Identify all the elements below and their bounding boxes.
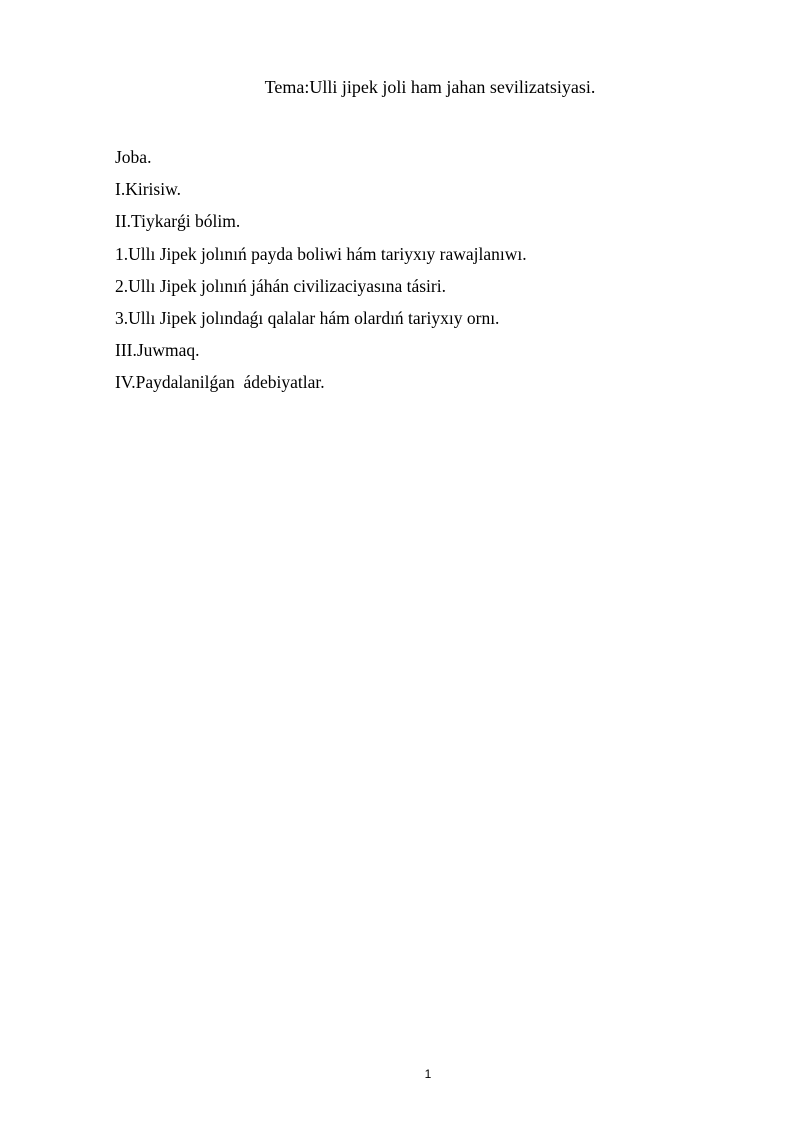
plan-item-references: IV.Paydalanilǵan ádebiyatlar. bbox=[115, 372, 325, 393]
plan-item-main-part: II.Tiykarǵi bólim. bbox=[115, 211, 241, 232]
plan-list bbox=[115, 141, 527, 399]
plan-item-introduction: I.Kirisiw. bbox=[115, 179, 181, 200]
plan-item-conclusion: III.Juwmaq. bbox=[115, 340, 200, 361]
document-title: Tema:Ulli jipek joli ham jahan sevilizatsiyasi. bbox=[264, 77, 596, 97]
page-number: 1 bbox=[424, 1067, 432, 1081]
plan-heading: Joba. bbox=[115, 147, 152, 167]
plan-subitem-1: 1.Ullı Jipek jolınıń payda boliwi hám tariyxıy rawajlanıwı. bbox=[115, 243, 527, 264]
plan-subitem-3: 3.Ullı Jipek jolındaǵı qalalar hám olardıń tariyxıy ornı. bbox=[115, 308, 500, 329]
plan-subitem-2: 2.Ullı Jipek jolınıń jáhán civilizaciyasına tásiri. bbox=[115, 275, 446, 296]
